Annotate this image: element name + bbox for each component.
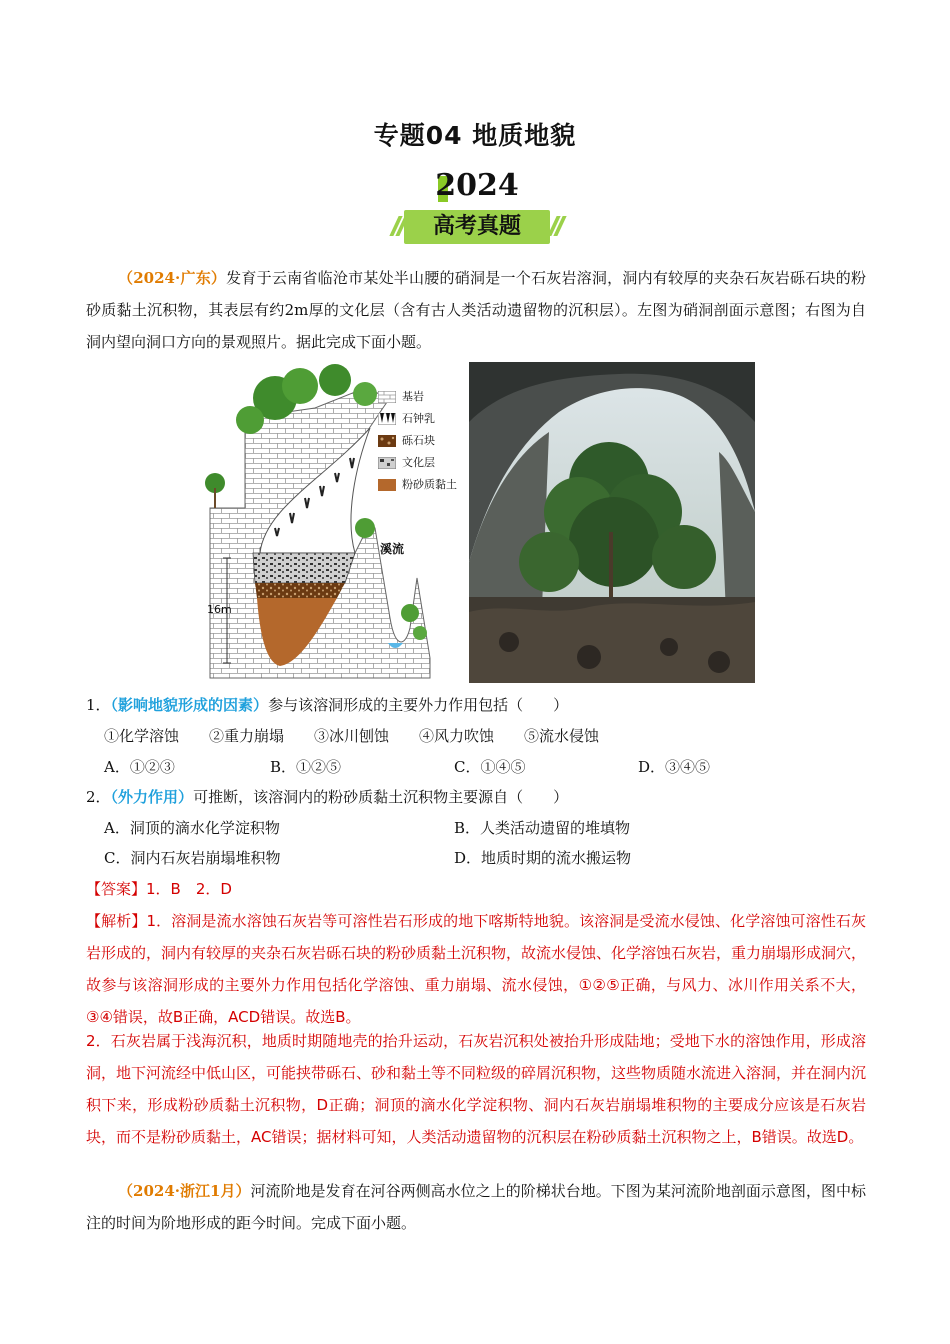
culture-layer-swatch: [378, 457, 396, 469]
intro-2-source: （2024·浙江1月）: [118, 1182, 251, 1200]
answer-text: 1．B 2．D: [146, 880, 232, 898]
answer-label: 【答案】: [86, 880, 147, 898]
analysis-label: 【解析】: [86, 912, 147, 930]
q2-option-d[interactable]: D．地质时期的流水搬运物: [454, 849, 632, 867]
cave-photo: [469, 362, 755, 683]
analysis-1: [86, 905, 866, 1033]
question-1-text: 参与该溶洞形成的主要外力作用包括（ ）: [268, 696, 569, 714]
page-title: 专题04 地质地貌: [373, 121, 577, 150]
page: 专题04 地质地貌 2024 高考真题 （2024·广东）发育于云南省临沧市某处半山腰的硝洞是一个石灰岩溶洞，洞内有较厚的夹杂石灰岩砾石块的粉砂质黏土沉积物，其表层有约2m厚的文化层（含有古人类活动遗留物的沉积层）。左图为硝洞剖面示意图；右图为自洞内望向洞口方向的景观照片。据此完成下面小题。 16m 溪流 基岩 石钟乳 砾石块 文化层 粉砂质黏土 1．（影响地貌形成的因素）参与该溶洞形成的主要外力作用包括（ ） ①化学溶蚀 ②重力崩塌 ③冰川刨蚀 ④风力吹蚀 ⑤流水侵蚀 A．①②③ B．①②⑤ C．①④⑤ D．③④⑤ 2．（外力作用）可推断，该溶洞内的粉砂质黏土沉积物主要源自（ ） A．洞顶的滴水化学淀积物 B．人类活动遗留的堆填物 C．洞内石灰岩崩塌堆积物 D．地质时期的流水搬运物 【答案】1．B 2．D 【解析】1．溶洞是流水溶蚀石灰岩等可溶性岩石形成的地下喀斯特地貌。该溶洞是受流水侵蚀、化学溶蚀可溶性石灰岩形成的，洞内有较厚的夹杂石灰岩砾石块的粉砂质黏土沉积物，故流水侵蚀、化学溶蚀石灰岩，重力崩塌形成洞穴，故参与该溶洞形成的主要外力作用包括化学溶蚀、重力崩塌、流水侵蚀，①②⑤正确，与风力、冰川作用关系不大，③④错误，故B正确，ACD错误。故选B。 2．石灰岩属于浅海沉积，地质时期随地壳的抬升运动，石灰岩沉积处被抬升形成陆地；受地下水的溶蚀作用，形成溶洞，地下河流经中低山区，可能挟带砾石、砂和黏土等不同粒级的碎屑沉积物，这些物质随水流进入溶洞，并在洞内沉积下来，形成粉砂质黏土沉积物，D正确；洞顶的滴水化学淀积物、洞内石灰岩崩塌堆积物的主要成分应该是石灰岩块，而不是粉砂质黏土，AC错误；据材料可知，人类活动遗留物的沉积层在粉砂质黏土沉积物之上，B错误。故选D。 （2024·浙江1月）河流阶地是发育在河谷两侧高水位之上的阶梯状台地。下图为某河流阶地剖面示意图，图中标注的时间为阶地形成的距今时间。完成下面小题。: [0, 0, 950, 1344]
cave-section-figure: [205, 358, 480, 683]
question-2-text: 可推断，该溶洞内的粉砂质黏土沉积物主要源自（ ）: [193, 788, 569, 806]
question-1: 1．（影响地貌形成的因素）参与该溶洞形成的主要外力作用包括（ ）: [86, 696, 569, 714]
q1-option-c[interactable]: C．①④⑤: [454, 758, 526, 776]
intro-text: 发育于云南省临沧市某处半山腰的硝洞是一个石灰岩溶洞，洞内有较厚的夹杂石灰岩砾石块的粉砂质黏土沉积物，其表层有约2m厚的文化层（含有古人类活动遗留物的沉积层）。左图为硝洞剖面示意图；右图为自洞内望向洞口方向的景观照片。据此完成下面小题。: [86, 269, 866, 351]
stalactite-swatch: [378, 413, 396, 425]
q1-option-d[interactable]: D．③④⑤: [638, 758, 711, 776]
gravel-swatch: [378, 435, 396, 447]
stream-label: 溪流: [380, 542, 405, 556]
question-1-tag: （影响地貌形成的因素）: [110, 696, 269, 714]
answer: [86, 873, 866, 905]
q2-option-c[interactable]: C．洞内石灰岩崩塌堆积物: [104, 849, 281, 867]
badge-label: 高考真题: [432, 214, 521, 239]
analysis-2: 2．石灰岩属于浅海沉积，地质时期随地壳的抬升运动，石灰岩沉积处被抬升形成陆地；受地下水的溶蚀作用，形成溶洞，地下河流经中低山区，可能挟带砾石、砂和黏土等不同粒级的碎屑沉积物，这些物质随水流进入溶洞，并在洞内沉积下来，形成粉砂质黏土沉积物，D正确；洞顶的滴水化学淀积物、洞内石灰岩崩塌堆积物的主要成分应该是石灰岩块，而不是粉砂质黏土，AC错误；据材料可知，人类活动遗留物的沉积层在粉砂质黏土沉积物之上，B错误。故选D。: [86, 1032, 867, 1146]
silty-clay-swatch: [378, 479, 396, 491]
badge-year: 2024: [435, 168, 519, 203]
intro-paragraph-2: [86, 1175, 866, 1239]
question-1-items: ①化学溶蚀 ②重力崩塌 ③冰川刨蚀 ④风力吹蚀 ⑤流水侵蚀: [104, 727, 600, 745]
badge-banner: [404, 210, 550, 244]
analysis-text-1: 1．溶洞是流水溶蚀石灰岩等可溶性岩石形成的地下喀斯特地貌。该溶洞是受流水侵蚀、化学溶蚀可溶性石灰岩形成的，洞内有较厚的夹杂石灰岩砾石块的粉砂质黏土沉积物，故流水侵蚀、化学溶蚀石灰岩，重力崩塌形成洞穴，故参与该溶洞形成的主要外力作用包括化学溶蚀、重力崩塌、流水侵蚀，①②⑤正确，与风力、冰川作用关系不大，③④错误，故B正确，ACD错误。故选B。: [86, 912, 867, 1026]
intro-paragraph-1: [86, 262, 866, 358]
q1-option-b[interactable]: B．①②⑤: [270, 758, 342, 776]
q2-option-a[interactable]: A．洞顶的滴水化学淀积物: [104, 819, 280, 837]
year-badge: [392, 166, 562, 248]
question-2-tag: （外力作用）: [110, 788, 194, 806]
depth-label: 16m: [207, 603, 232, 616]
bedrock-swatch: [378, 391, 396, 403]
q1-option-a[interactable]: A．①②③: [104, 758, 175, 776]
intro-source: （2024·广东）: [118, 269, 227, 287]
intro-2-text: 河流阶地是发育在河谷两侧高水位之上的阶梯状台地。下图为某河流阶地剖面示意图，图中标注的时间为阶地形成的距今时间。完成下面小题。: [86, 1182, 866, 1232]
q2-option-b[interactable]: B．人类活动遗留的堆填物: [454, 819, 631, 837]
question-2: 2．（外力作用）可推断，该溶洞内的粉砂质黏土沉积物主要源自（ ）: [86, 788, 569, 806]
